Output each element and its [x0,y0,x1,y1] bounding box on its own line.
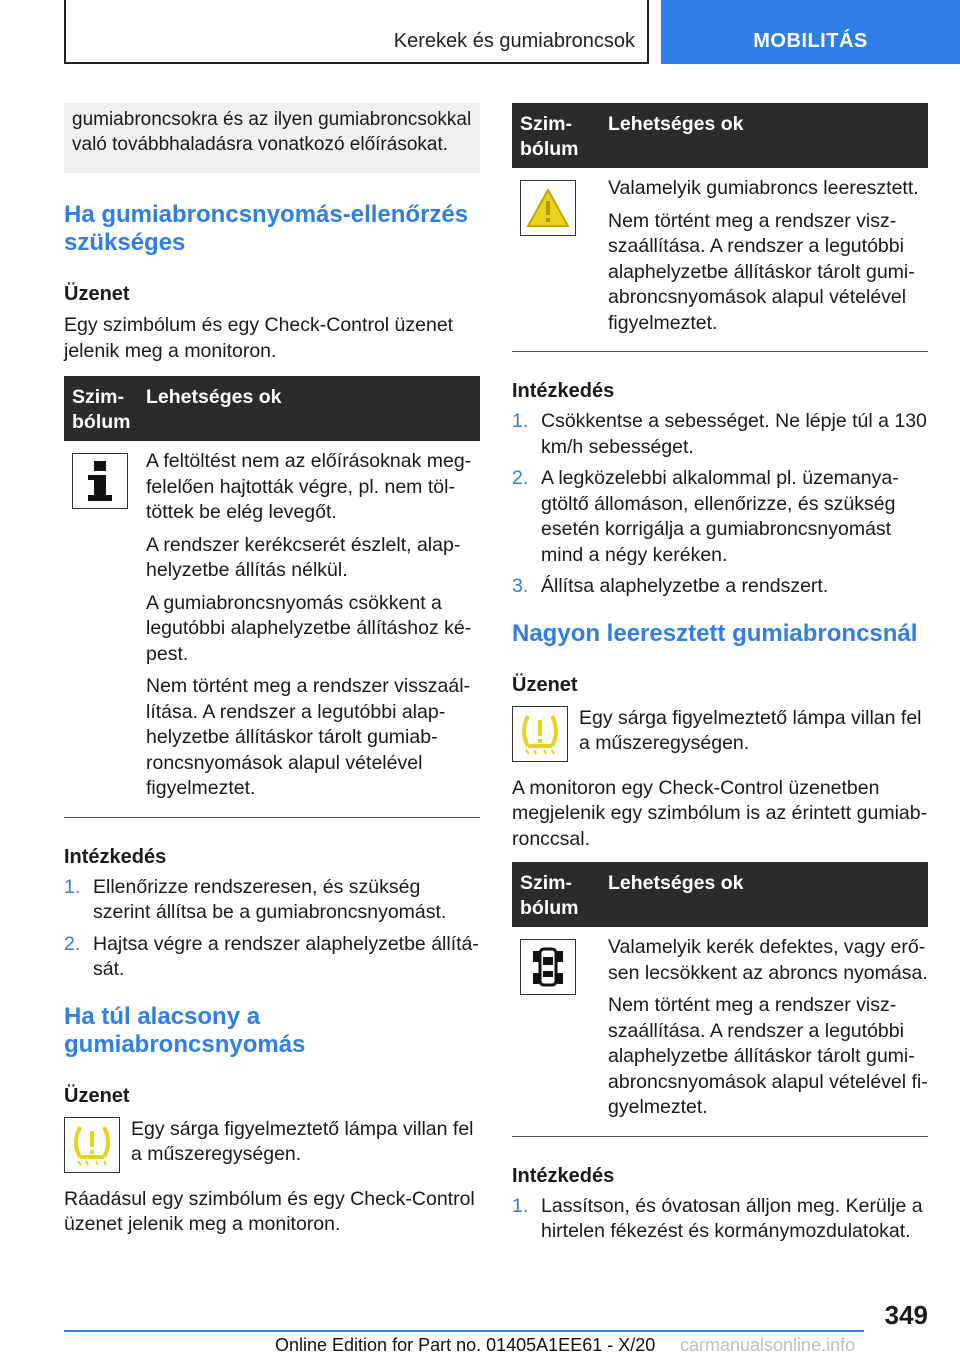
cause-text: A rendszer kerékcserét észlelt, alaphelyzetbe állítás nélkül. [146,533,461,581]
table-header-symbol: Szimbólum [520,872,579,919]
action-heading: Intézkedés [512,380,615,402]
section-title-too-low: Ha túl alacsony a gumiabroncsnyomás [64,1002,306,1058]
left-column [64,103,480,1238]
cause-text: A feltöltést nem az előírásoknak megfelelően hajtották végre, pl. nem töltöttek be elég levegőt. [146,450,472,523]
table-header [64,376,480,441]
table-row [64,441,480,818]
symbol-table [512,862,928,1137]
table-header-symbol: Szimbólum [72,386,131,433]
cause-text: Nem történt meg a rendszer viszszaállítása. A rendszer a legutóbbi alaphelyzetbe állításkor tárolt gumiabroncsnyomások alapul vételével figyelmeztet. [608,994,928,1118]
right-column [512,103,928,1251]
table-header-cause: Lehetséges ok [608,113,744,135]
cause-text: Valamelyik gumiabroncs leeresztett. [608,177,919,199]
tire-pressure-warning-icon [512,706,568,762]
lamp-text: Egy sárga figyelmeztető lámpa villan fel a műszeregységen. [579,706,922,754]
action-heading: Intézkedés [64,845,167,868]
table-header [512,862,928,927]
list-item: 1. Lassítson, és óvatosan álljon meg. Kerülje a hirtelen fékezést és kormánymozdulatokat. [512,1194,923,1242]
message-heading: Üzenet [512,673,578,696]
cause-text: Nem történt meg a rendszer viszszaállítása. A rendszer a legutóbbi alaphelyzetbe állításkor tárolt gumiabroncsnyomások alapul vételével figyelmeztet. [608,209,915,334]
header-chapter-tab [661,0,960,64]
lamp-text: Egy sárga figyelmeztető lámpa villan fel a műszeregységen. [131,1117,474,1165]
paragraph: A monitoron egy Check-Control üzenetben megjelenik egy szimbólum is az érintett gumiabronccsal. [512,776,928,850]
message-heading: Üzenet [64,1084,130,1107]
action-list [64,875,480,983]
lamp-message [64,1117,480,1173]
table-row [512,927,928,1137]
table-header-symbol: Szimbólum [520,113,579,160]
tire-pressure-warning-icon [64,1117,120,1173]
message-heading: Üzenet [64,283,130,305]
car-tire-icon [520,939,576,995]
list-item: 1. Csökkentse a sebességet. Ne lépje túl a 130 km/h sebességet. [512,410,927,458]
table-row [512,168,928,352]
paragraph: Ráadásul egy szimbólum és egy Check-Control üzenet jelenik meg a monitoron. [64,1187,475,1235]
action-list [512,409,928,600]
symbol-table [64,376,480,818]
note-box: gumiabroncsokra és az ilyen gumiabroncsokkal való továbbhaladásra vonatkozó előírásokat. [64,103,480,173]
header-section-title: Kerekek és gumiabroncsok [393,30,635,52]
table-header [512,103,928,168]
list-item: 2. A legközelebbi alkalommal pl. üzemanyagtöltő állomáson, ellenőrizze, és szükség esetén korrigálja a gumiabroncsnyomást mind a négy keréken. [512,467,899,566]
cause-text: A gumiabroncsnyomás csökkent a legutóbbi alaphelyzetbe állításhoz képest. [146,591,472,665]
action-heading: Intézkedés [512,1164,615,1187]
info-icon [72,453,128,509]
section-title-deflated: Nagyon leeresztett gumiabroncsnál [512,619,918,647]
header-section-box [64,0,649,64]
watermark: carmanualsonline.info [680,1335,856,1355]
section-title-check-required: Ha gumiabroncsnyomás-ellenőrzés szükséges [64,201,469,256]
cause-text: Valamelyik kerék defektes, vagy erősen lecsökkent az abroncs nyomása. [608,936,928,984]
list-item: 1. Ellenőrizze rendszeresen, és szükség szerint állítsa be a gumiabroncsnyomást. [64,875,447,923]
page-number: 349 [884,1300,928,1330]
list-item: 3. Állítsa alaphelyzetbe a rendszert. [512,575,829,597]
footer-divider [64,1330,864,1332]
footer-edition: Online Edition for Part no. 01405A1EE61 - X/20 [275,1335,656,1355]
table-header-cause: Lehetséges ok [146,386,282,408]
list-item: 2. Hajtsa végre a rendszer alaphelyzetbe állítását. [64,932,479,980]
warning-triangle-icon [520,180,576,236]
lamp-message [512,706,928,762]
action-list [512,1194,928,1245]
header-chapter-title: MOBILITÁS [753,30,868,52]
symbol-table [512,103,928,352]
table-header-cause: Lehetséges ok [608,872,744,894]
cause-text: Nem történt meg a rendszer visszaállítása. A rendszer a legutóbbi alaphelyzetbe állításkor tárolt gumiabroncsnyomások alapul vételével figyelmeztet. [146,675,471,799]
message-text: Egy szimbólum és egy Check-Control üzenet jelenik meg a monitoron. [64,314,454,362]
